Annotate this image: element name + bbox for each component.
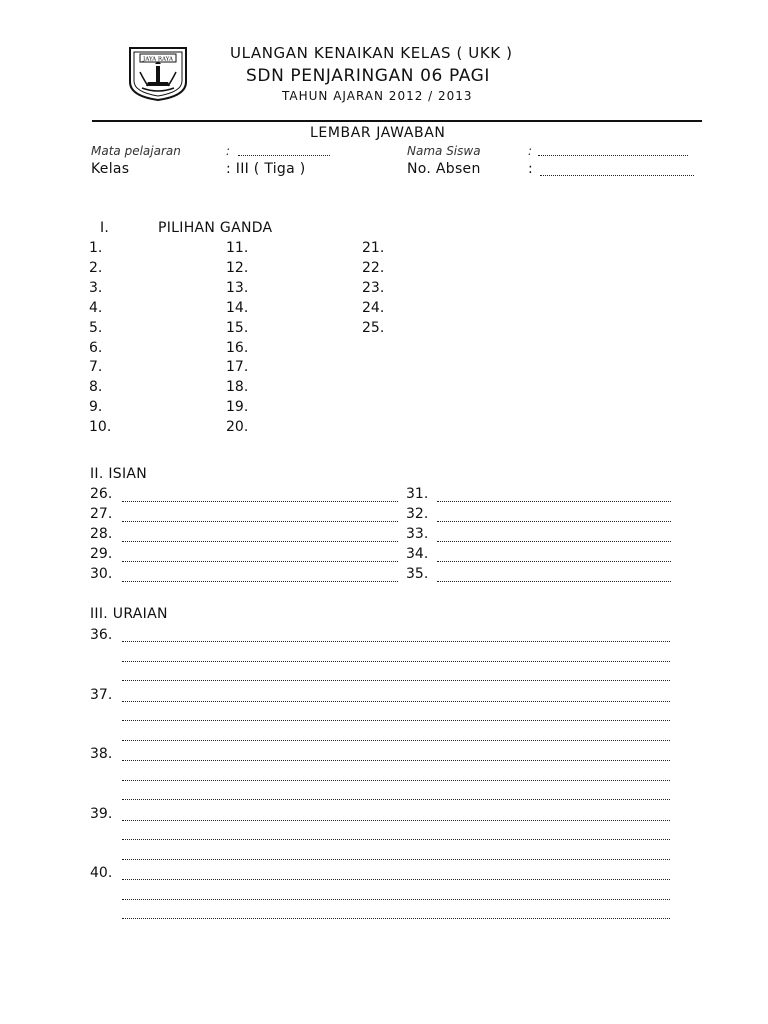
- no-absen-colon: :: [528, 161, 534, 177]
- mc-question-number: 7.: [89, 359, 103, 376]
- header-divider: [92, 120, 702, 122]
- mc-question-number: 20.: [226, 419, 249, 436]
- isian-question-number: 29.: [90, 546, 113, 562]
- mc-question-number: 10.: [89, 419, 112, 436]
- uraian-answer-line[interactable]: [122, 760, 670, 761]
- mc-question-number: 8.: [89, 379, 103, 396]
- isian-question-number: 26.: [90, 486, 113, 502]
- nama-siswa-label: Nama Siswa: [407, 144, 481, 158]
- uraian-question-number: 36.: [90, 627, 113, 643]
- uraian-answer-line[interactable]: [122, 641, 670, 642]
- no-absen-label: No. Absen: [407, 161, 481, 177]
- mc-question-number: 18.: [226, 379, 249, 396]
- nama-siswa-field[interactable]: [538, 155, 688, 156]
- uraian-answer-line[interactable]: [122, 720, 670, 721]
- header-line-1: ULANGAN KENAIKAN KELAS ( UKK ): [230, 44, 513, 62]
- header-year: TAHUN AJARAN 2012 / 2013: [282, 89, 473, 103]
- mc-question-number: 19.: [226, 399, 249, 416]
- isian-answer-line[interactable]: [437, 521, 671, 522]
- mc-question-number: 22.: [362, 259, 385, 276]
- mc-question-number: 9.: [89, 399, 103, 416]
- isian-question-number: 28.: [90, 526, 113, 542]
- uraian-answer-line[interactable]: [122, 740, 670, 741]
- mc-question-number: 2.: [89, 259, 103, 276]
- isian-question-number: 32.: [406, 506, 429, 522]
- nama-siswa-colon: :: [528, 144, 533, 158]
- isian-answer-line[interactable]: [437, 561, 671, 562]
- mc-question-number: 15.: [226, 319, 249, 336]
- isian-question-number: 31.: [406, 486, 429, 502]
- section-2-title: II. ISIAN: [90, 466, 148, 482]
- mc-question-number: 14.: [226, 299, 249, 316]
- isian-answer-line[interactable]: [122, 561, 398, 562]
- mc-question-number: 23.: [362, 279, 385, 296]
- mc-question-number: 6.: [89, 339, 103, 356]
- mc-question-number: 4.: [89, 299, 103, 316]
- mc-question-number: 16.: [226, 339, 249, 356]
- logo-text: JAYA RAYA: [143, 56, 173, 63]
- mc-question-number: 13.: [226, 279, 249, 296]
- mc-question-number: 21.: [362, 240, 385, 256]
- uraian-answer-line[interactable]: [122, 839, 670, 840]
- no-absen-field[interactable]: [540, 175, 694, 176]
- isian-question-number: 33.: [406, 526, 429, 542]
- uraian-answer-line[interactable]: [122, 879, 670, 880]
- mc-question-number: 12.: [226, 259, 249, 276]
- isian-answer-line[interactable]: [122, 541, 398, 542]
- kelas-value: : III ( Tiga ): [226, 161, 306, 177]
- mc-question-number: 1.: [89, 240, 103, 256]
- section-1-title: PILIHAN GANDA: [158, 220, 273, 236]
- kelas-label: Kelas: [91, 161, 130, 177]
- uraian-question-number: 40.: [90, 865, 113, 881]
- uraian-answer-line[interactable]: [122, 918, 670, 919]
- uraian-answer-line[interactable]: [122, 799, 670, 800]
- isian-question-number: 27.: [90, 506, 113, 522]
- uraian-answer-line[interactable]: [122, 780, 670, 781]
- uraian-answer-line[interactable]: [122, 661, 670, 662]
- mc-question-number: 17.: [226, 359, 249, 376]
- isian-question-number: 35.: [406, 566, 429, 582]
- isian-answer-line[interactable]: [122, 521, 398, 522]
- uraian-question-number: 37.: [90, 686, 113, 703]
- isian-question-number: 30.: [90, 566, 113, 582]
- isian-question-number: 34.: [406, 546, 429, 562]
- mata-pelajaran-colon: :: [226, 144, 231, 158]
- sheet-title: LEMBAR JAWABAN: [310, 125, 446, 141]
- mc-question-number: 3.: [89, 279, 103, 296]
- header-school-name: SDN PENJARINGAN 06 PAGI: [246, 66, 491, 86]
- mata-pelajaran-label: Mata pelajaran: [91, 144, 181, 158]
- mc-question-number: 11.: [226, 240, 249, 256]
- isian-answer-line[interactable]: [122, 581, 398, 582]
- mc-question-number: 5.: [89, 319, 103, 336]
- section-1-numeral: I.: [100, 220, 110, 236]
- uraian-question-number: 38.: [90, 746, 113, 762]
- uraian-answer-line[interactable]: [122, 859, 670, 860]
- uraian-answer-line[interactable]: [122, 820, 670, 821]
- section-3-title: III. URAIAN: [90, 606, 168, 622]
- school-logo: [126, 42, 190, 102]
- isian-answer-line[interactable]: [437, 541, 671, 542]
- uraian-answer-line[interactable]: [122, 701, 670, 702]
- isian-answer-line[interactable]: [122, 501, 398, 502]
- mata-pelajaran-field[interactable]: [238, 155, 330, 156]
- mc-question-number: 24.: [362, 299, 385, 316]
- isian-answer-line[interactable]: [437, 581, 671, 582]
- isian-answer-line[interactable]: [437, 501, 671, 502]
- uraian-answer-line[interactable]: [122, 899, 670, 900]
- uraian-answer-line[interactable]: [122, 680, 670, 681]
- mc-question-number: 25.: [362, 319, 385, 336]
- uraian-question-number: 39.: [90, 805, 113, 822]
